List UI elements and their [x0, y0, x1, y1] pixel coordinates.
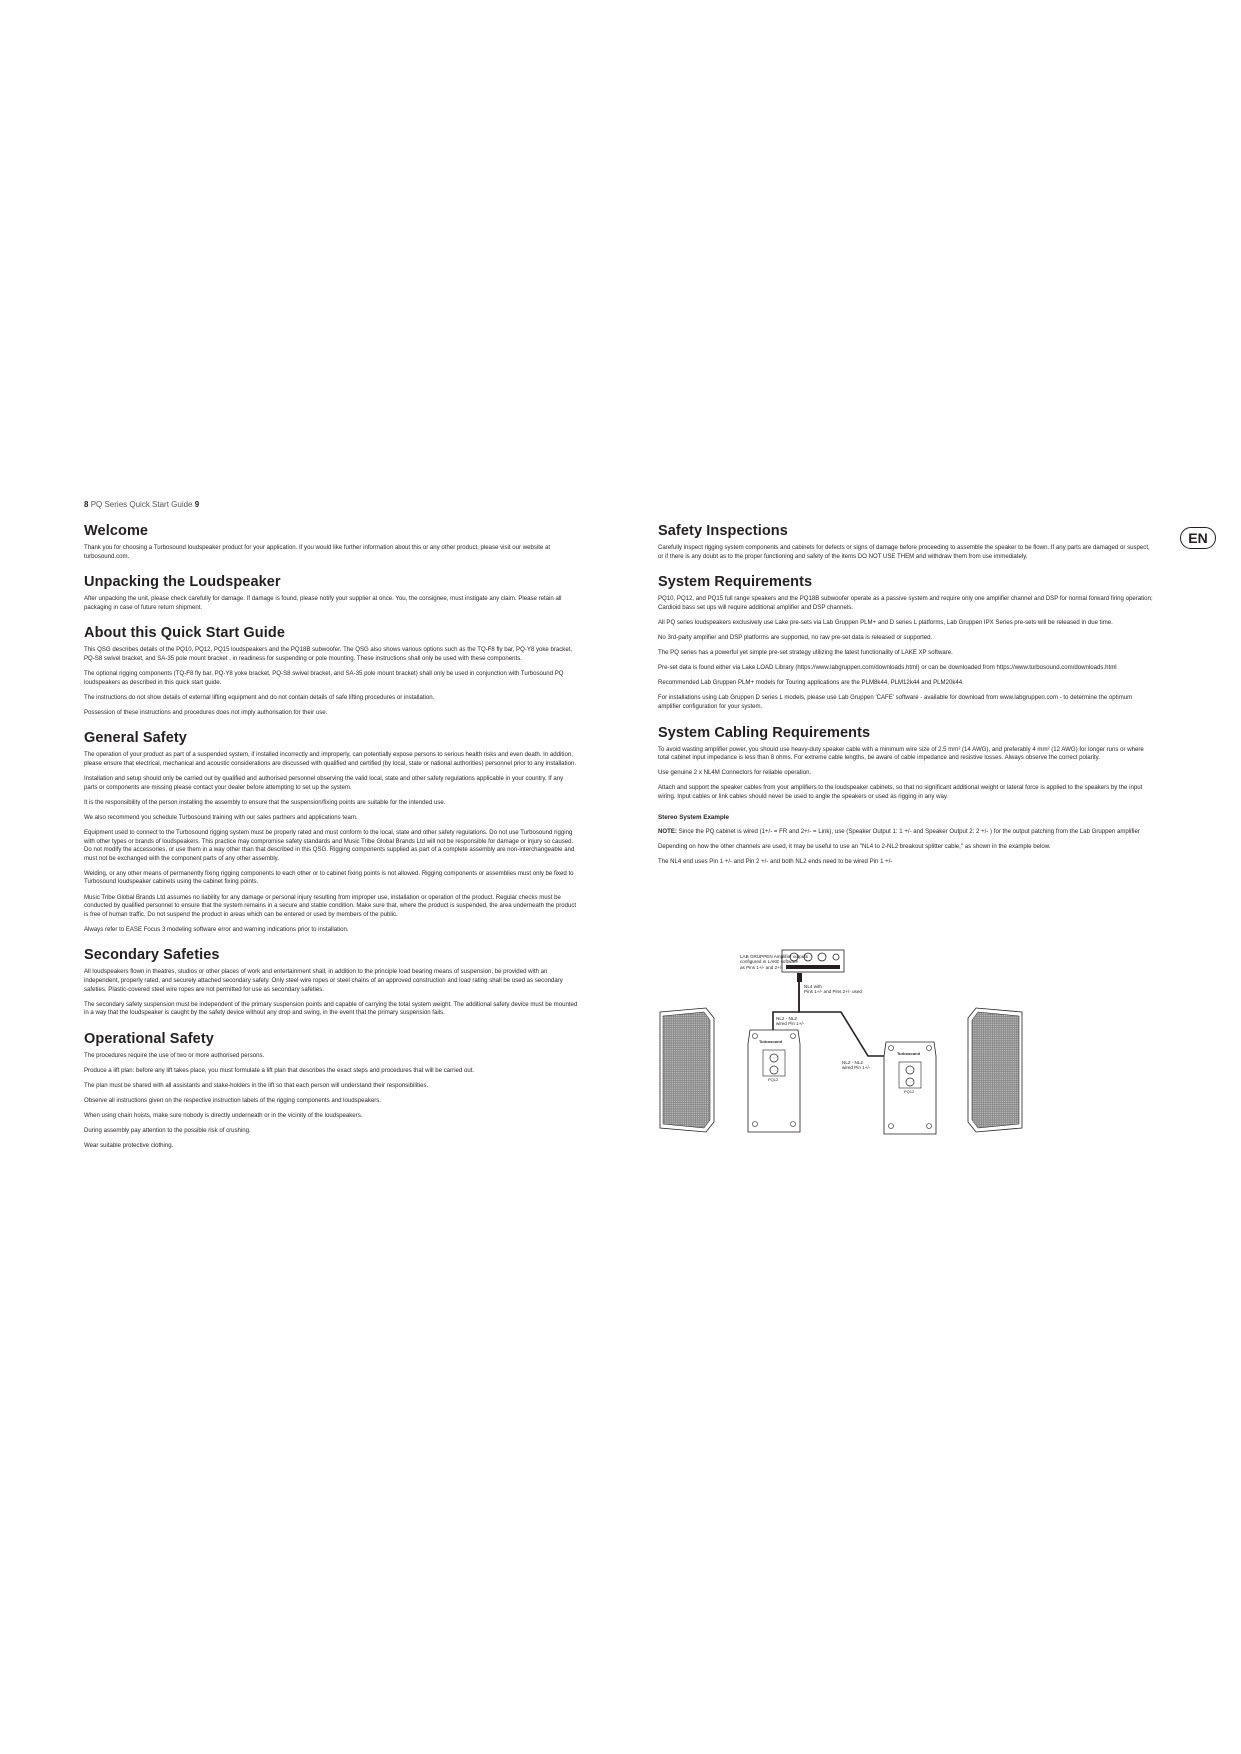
- stereo-wiring-diagram: [658, 944, 1158, 1144]
- note-label: NOTE:: [658, 828, 677, 836]
- nl2-left-label: NL2 - NL2 wired Pin 1+/-: [776, 1016, 805, 1027]
- body-paragraph: No 3rd-party amplifier and DSP platforms are supported, no raw pre-set data is released or supported.: [658, 633, 933, 641]
- page-number-left: 8: [84, 500, 89, 509]
- section-heading: Secondary Safeties: [84, 947, 220, 964]
- section: [84, 573, 579, 612]
- body-paragraph: When using chain hoists, make sure nobody is directly underneath or in the vicinity of the loudspeakers.: [84, 1112, 363, 1120]
- brand-right: Turbosound: [897, 1051, 921, 1056]
- language-badge: EN: [1180, 527, 1216, 549]
- brand-left: Turbosound: [759, 1039, 783, 1044]
- stereo-example-paragraph: The NL4 end uses Pin 1 +/- and Pin 2 +/- and both NL2 ends need to be wired Pin 1 +/-: [658, 858, 893, 866]
- nl4-connector-icon: [797, 973, 802, 982]
- section-heading: Unpacking the Loudspeaker: [84, 574, 281, 591]
- section-heading: General Safety: [84, 730, 187, 747]
- body-paragraph: Music Tribe Global Brands Ltd assumes no liability for any damage or personal injury resulting from improper use, installation or operation of the product. Regular checks must be conducted by qualified personnel to ensure that the system remains in a secure and stable condition. Make sure that, where the product is suspended, the area underneath the product is free of human traffic. Do not suspend the product in areas which can be entered or used by members of the public.: [84, 893, 577, 918]
- right-sections: [658, 522, 1154, 802]
- section: [658, 573, 1154, 711]
- body-paragraph: We also recommend you schedule Turbosound training with our sales partners and applications team.: [84, 813, 358, 821]
- body-paragraph: The instructions do not show details of external lifting equipment and do not contain details of safe lifting procedures or installation.: [84, 693, 435, 701]
- section: [84, 624, 579, 717]
- section-heading: Operational Safety: [84, 1030, 214, 1047]
- body-paragraph: The PQ series has a powerful yet simple pre-set strategy utilizing the latest functionality of LAKE XP software.: [658, 649, 953, 657]
- section: [84, 522, 579, 561]
- body-paragraph: During assembly pay attention to the possible risk of crushing.: [84, 1127, 251, 1135]
- section: [84, 1030, 579, 1151]
- body-paragraph: Wear suitable protective clothing.: [84, 1142, 174, 1150]
- body-paragraph: Produce a lift plan: before any lift takes place, you must formulate a lift plan that describes the exact steps and procedures that will be carried out.: [84, 1067, 475, 1074]
- body-paragraph: Observe all instructions given on the respective instruction labels of the rigging components and loudspeakers.: [84, 1097, 381, 1105]
- nl4-label: NL4 with Pins 1+/- and Pins 2+/- used: [804, 984, 862, 995]
- body-paragraph: For installations using Lab Gruppen D series L models, please use Lab Gruppen 'CAFE' software - available for download from www.labgruppen.com - to determine the optimum amplifier configuration for your system.: [658, 694, 1133, 710]
- body-paragraph: Equipment used to connect to the Turbosound rigging system must be properly rated and must conform to the local, state and other safety regulations. Do not use Turbosound rigging with other types or brands of loudspeakers. This practice may compromise safety standards and Music Tribe Global Brands Ltd will not be responsible for damage or injury so caused. Do not modify the accessories, or use them in a way other than that described in this QSG. Rigging components supplied as part of a complete assembly are non-interchangeable and must not be exchanged with the component parts of any other assembly.: [84, 829, 575, 862]
- stereo-example-title: Stereo System Example: [658, 813, 730, 821]
- stereo-example-note: [658, 828, 1153, 837]
- body-paragraph: Welding, or any other means of permanently fixing rigging components to each other or to cabinet fixing points is not allowed. Rigging components or assemblies must only be fixed to Turbosound loudspeaker cabinets using the cabinet fixing points.: [84, 869, 574, 886]
- body-paragraph: This QSG describes details of the PQ10, PQ12, PQ15 loudspeakers and the PQ18B subwoofer. The QSG also shows various options such as the TQ-F8 fly bar, PQ-Y8 yoke bracket, PQ-S8 swivel bracket, and SA-35 pole mount bracket , in readiness for suspending or pole mounting. These instructions shall only be used with these components.: [84, 646, 573, 662]
- page-header: [84, 500, 199, 509]
- body-paragraph: Installation and setup should only be carried out by qualified and authorised personnel observing the valid local, state and other safety regulations applicable in your country. If any parts or components are missing please contact your dealer before attempting to set up the system.: [84, 775, 564, 791]
- page-number-right: 9: [194, 500, 200, 509]
- section-heading: Welcome: [84, 523, 149, 539]
- speaker-left-front-icon: [660, 1008, 714, 1132]
- amp-label: LAB GRUPPEN Amplifier outputs configured in LAKE software as Pins 1+/- and 2+/-: [740, 954, 808, 970]
- stereo-example-paragraph: Depending on how the other channels are used, it may be useful to use an "NL4 to 2-NL2 breakout splitter cable," as shown in the example below.: [658, 843, 1051, 851]
- panel-right-label: PQ12: [904, 1089, 915, 1094]
- section-heading: About this Quick Start Guide: [84, 625, 285, 642]
- body-paragraph: The procedures require the use of two or more authorised persons.: [84, 1051, 265, 1059]
- section-heading: System Cabling Requirements: [658, 724, 871, 741]
- section: [658, 522, 1154, 561]
- wiring-diagram-graphic: [658, 944, 1158, 1144]
- body-paragraph: Recommended Lab Gruppen PLM+ models for Touring applications are the PLM8k44, PLM12k44 and PLM20k44.: [658, 679, 964, 687]
- guide-title: PQ Series Quick Start Guide: [90, 500, 193, 509]
- speaker-right-front-icon: [968, 1008, 1022, 1132]
- body-paragraph: Carefully inspect rigging system components and cabinets for defects or signs of damage before proceeding to assemble the speaker to be flown. If any parts are damaged or suspect, or if there is any doubt as to the proper functioning and safety of the items DO NOT USE THEM and withdraw them from use immediately.: [658, 544, 1150, 560]
- body-paragraph: Pre-set data is found either via Lake LOAD Library (https://www.labgruppen.com/downloads.html) or can be downloaded from https://www.turbosound.com/downloads.html: [658, 664, 1117, 672]
- body-paragraph: All loudspeakers flown in theatres, studios or other places of work and entertainment shall, in addition to the principle load bearing means of suspension, be provided with an independent, properly rated, and securely attached secondary safety. Only steel wire ropes or steel chains of an approved construction and load rating shall be used as secondary safeties. Plastic-covered steel wire ropes are not permitted for use as secondary safeties.: [84, 968, 563, 993]
- body-paragraph: The plan must be shared with all assistants and stake-holders in the lift so that each person will understand their responsibilities.: [84, 1082, 429, 1090]
- body-paragraph: The optional rigging components (TQ-F8 fly bar, PQ-Y8 yoke bracket, PQ-S8 swivel bracket, and SA-35 pole mount bracket) shall only be used in conjunction with Turbosound PQ loudspeakers as described in this quick start guide.: [84, 670, 564, 686]
- note-text: Since the PQ cabinet is wired (1+/- = FR and 2+/- = Link), use (Speaker Output 1: 1 +/- and Speaker Output 2: 2 +/- ) for the output patching from the Lab Gruppen amplifier: [676, 828, 1140, 836]
- body-paragraph: It is the responsibility of the person installing the assembly to ensure that the suspension/fixing points are suitable for the intended use.: [84, 798, 446, 806]
- section: [84, 946, 579, 1017]
- nl2-right-label: NL2 - NL2 wired Pin 1+/-: [842, 1060, 871, 1071]
- body-paragraph: The operation of your product as part of a suspended system, if installed incorrectly and improperly, can potentially expose persons to serious health risks and even death. In addition, please ensure that electrical, mechanical and acoustic considerations are discussed with qualified and certified (by local, state or national authorities) personnel prior to any installation.: [84, 751, 577, 768]
- right-column: [658, 522, 1154, 879]
- section: [658, 724, 1154, 802]
- panel-left-label: PQ12: [768, 1077, 779, 1082]
- body-paragraph: Always refer to EASE Focus 3 modeling software error and warning indications prior to installation.: [84, 925, 349, 933]
- section: [84, 729, 579, 934]
- body-paragraph: PQ10, PQ12, and PQ15 full range speakers and the PQ18B subwoofer operate as a passive system and require only one amplifier channel and DSP for normal forward firing operation; Cardioid bass set ups will require additional amplifier and DSP channels.: [658, 595, 1153, 611]
- section-heading: System Requirements: [658, 574, 813, 591]
- body-paragraph: The secondary safety suspension must be independent of the primary suspension points and capable of carrying the total system weight. The additional safety device must be mounted in a way that the loudspeaker is caught by the safety device without any drop and swing, in the event that the primary suspension fails.: [84, 1000, 578, 1017]
- body-paragraph: Thank you for choosing a Turbosound loudspeaker product for your application. If you would like further information about this or any other product, please visit our website at turbosound.com.: [84, 544, 551, 560]
- body-paragraph: Possession of these instructions and procedures does not imply authorisation for their use.: [84, 708, 328, 716]
- body-paragraph: After unpacking the unit, please check carefully for damage. If damage is found, please notify your supplier at once. You, the consignee, must instigate any claim. Please retain all packaging in case of future return shipment.: [84, 595, 562, 611]
- body-paragraph: All PQ series loudspeakers exclusively use Lake pre-sets via Lab Gruppen PLM+ and D series L platforms, Lab Gruppen IPX Series pre-sets will be released in due time.: [658, 618, 1113, 626]
- stereo-example-section: [658, 814, 1154, 867]
- body-paragraph: To avoid wasting amplifier power, you should use heavy-duty speaker cable with a minimum wire size of 2.5 mm² (14 AWG), and preferably 4 mm² (12 AWG) for longer runs or where total cabinet input impedance is less than 8 ohms. For extreme cable lengths, be aware of cable impedance and resistive losses. Always observe the correct polarity.: [658, 745, 1144, 762]
- left-column: [84, 522, 579, 1163]
- body-paragraph: Attach and support the speaker cables from your amplifiers to the loudspeaker cabinets, so that no significant additional weight or lateral force is applied to the speakers by the input wiring. Input cables or link cables should never be used to angle the speakers or used as rigging in any way.: [658, 784, 1143, 800]
- body-paragraph: Use genuine 2 x NL4M Connectors for reliable operation.: [658, 769, 812, 777]
- section-heading: Safety Inspections: [658, 523, 788, 539]
